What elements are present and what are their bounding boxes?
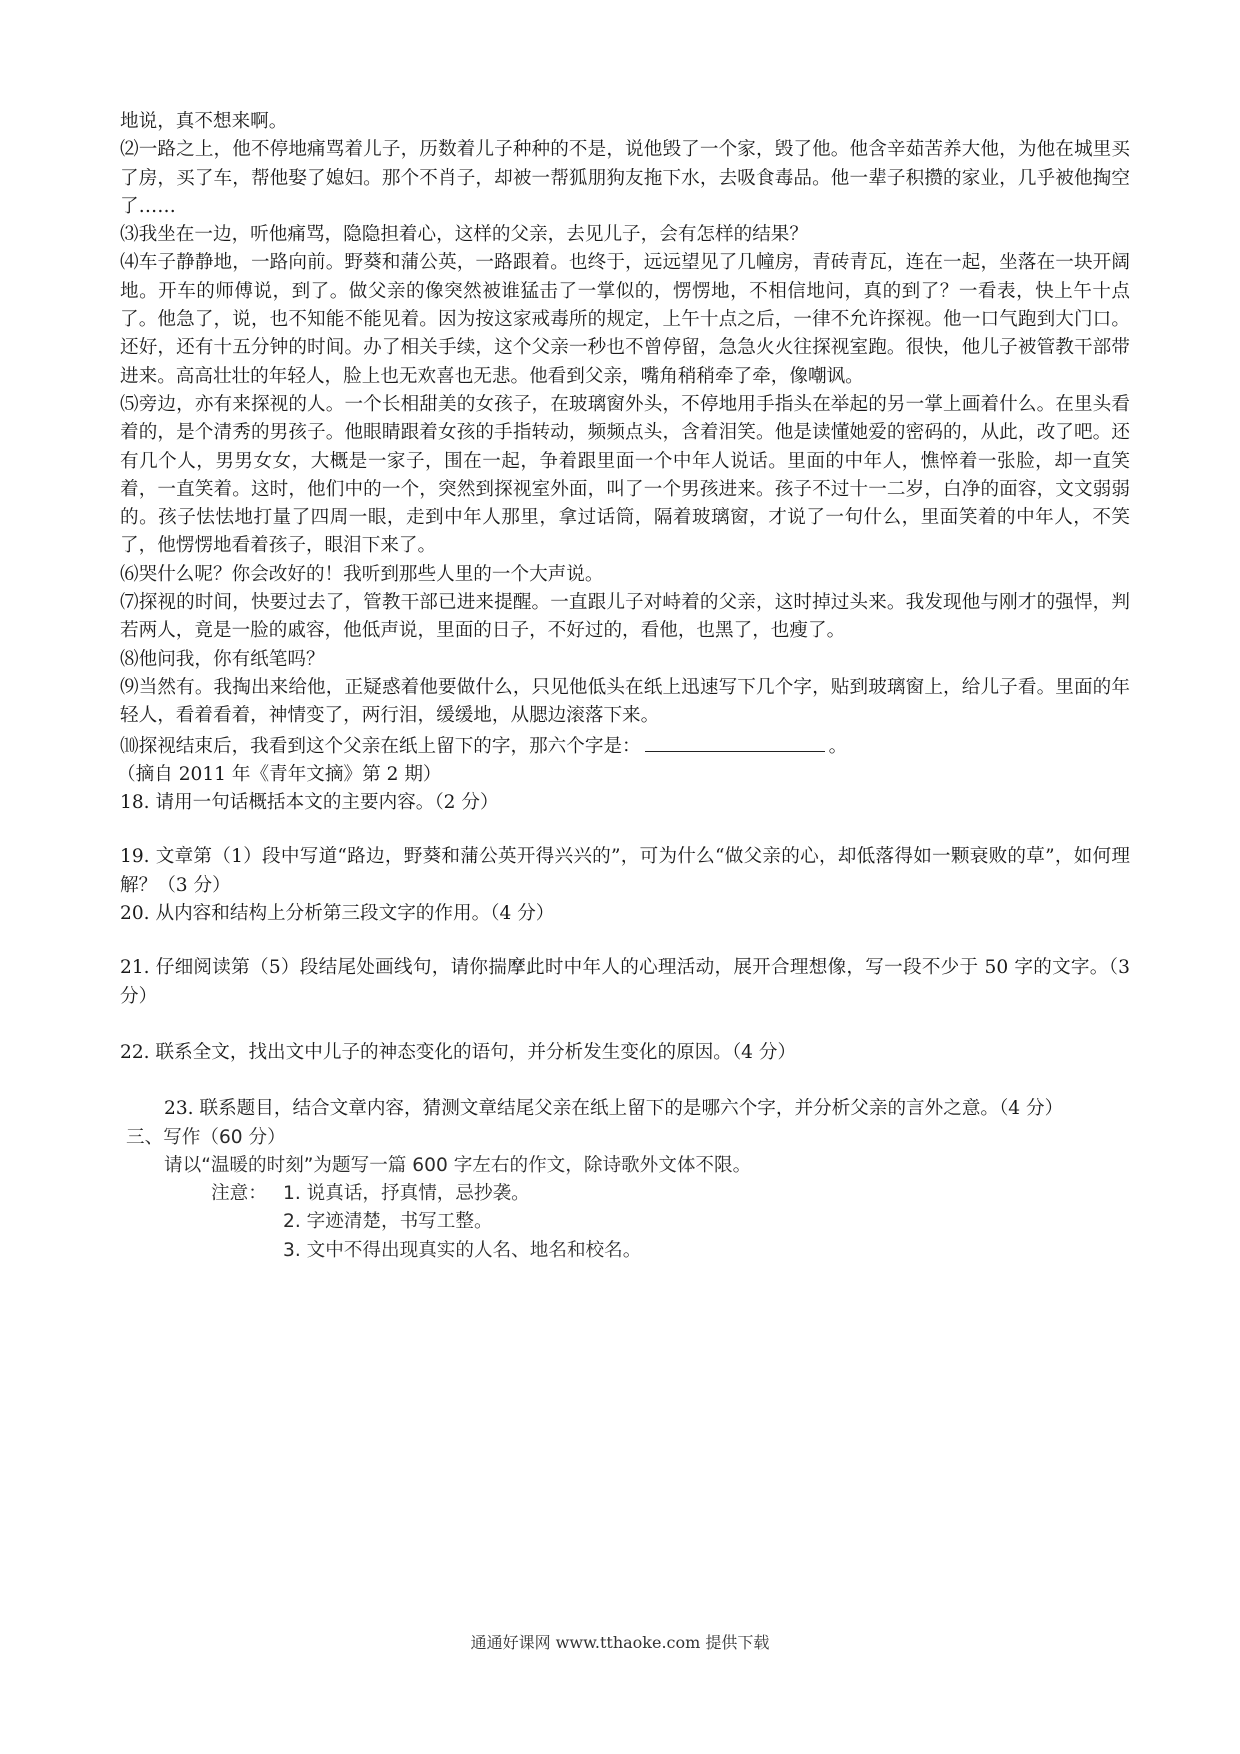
writing-note-3: 3. 文中不得出现真实的人名、地名和校名。	[283, 1239, 642, 1261]
question-21: 21. 仔细阅读第（5）段结尾处画线句，请你揣摩此时中年人的心理活动，展开合理想像，写一段不少于 50 字的文字。（3 分）	[120, 957, 1130, 1007]
note-item-1: 1. 说真话，抒真情，忌抄袭。	[283, 1183, 530, 1205]
answer-space-21	[120, 1011, 1130, 1039]
question-20: 20. 从内容和结构上分析第三段文字的作用。（4 分）	[120, 903, 555, 925]
answer-blank[interactable]	[645, 731, 825, 752]
answer-space-22	[120, 1067, 1130, 1095]
passage-paragraph-3: ⑶我坐在一边，听他痛骂，隐隐担着心，这样的父亲，去见儿子，会有怎样的结果？	[120, 224, 808, 246]
source-citation: （摘自 2011 年《青年文摘》第 2 期）	[117, 763, 442, 785]
passage-paragraph-10	[120, 731, 1130, 761]
passage-paragraph-7: ⑺探视的时间，快要过去了，管教干部已进来提醒。一直跟儿子对峙着的父亲，这时掉过头来。我发现他与刚才的强悍，判若两人，竟是一脸的戚容，他低声说，里面的日子，不好过的，看他，也黑了，也瘦了。	[120, 592, 1130, 642]
passage-paragraph-2: ⑵一路之上，他不停地痛骂着儿子，历数着儿子种种的不是，说他毁了一个家，毁了他。他含辛茹苦养大他，为他在城里买了房，买了车，帮他娶了媳妇。那个不肖子，却被一帮狐朋狗友拖下水，去吸食毒品。他一辈子积攒的家业，几乎被他掏空了……	[120, 139, 1130, 217]
writing-title: 三、写作（60 分）	[126, 1126, 286, 1148]
page-footer: 通通好课网 www.tthaoke.com 提供下载	[470, 1633, 770, 1652]
passage-paragraph-6: ⑹哭什么呢？你会改好的！我听到那些人里的一个大声说。	[120, 563, 604, 585]
passage-paragraph-4: ⑷车子静静地，一路向前。野葵和蒲公英，一路跟着。也终于，远远望见了几幢房，青砖青瓦，连在一起，坐落在一块开阔地。开车的师傅说，到了。做父亲的像突然被谁猛击了一掌似的，愣愣地，不相信地问，真的到了？一看表，快上午十点了。他急了，说，也不知能不能见着。因为按这家戒毒所的规定，上午十点之后，一律不允许探视。他一口气跑到大门口。还好，还有十五分钟的时间。办了相关手续，这个父亲一秒也不曾停留，急急火火往探视室跑。很快，他儿子被管教干部带进来。高高壮壮的年轻人，脸上也无欢喜也无悲。他看到父亲，嘴角稍稍牵了牵，像嘲讽。	[120, 252, 1130, 387]
writing-section	[120, 1124, 1130, 1265]
answer-space-18	[120, 817, 1130, 843]
question-19: 19. 文章第（1）段中写道“路边，野葵和蒲公英开得兴兴的”，可为什么“做父亲的心，却低落得如一颗衰败的草”，如何理解？（3 分）	[120, 846, 1130, 896]
passage-paragraph-1-tail: 地说，真不想来啊。	[120, 111, 288, 132]
writing-prompt: 请以“温暖的时刻”为题写一篇 600 字左右的作文，除诗歌外文体不限。	[164, 1154, 752, 1176]
answer-space-20	[120, 928, 1130, 954]
writing-note-2: 2. 字迹清楚，书写工整。	[283, 1211, 493, 1233]
paragraph-10-text: ⑽探视结束后，我看到这个父亲在纸上留下的字，那六个字是：	[120, 735, 641, 757]
question-22: 22. 联系全文，找出文中儿子的神态变化的语句，并分析发生变化的原因。（4 分）	[120, 1041, 797, 1063]
question-23	[120, 1095, 1130, 1123]
question-23-text: 23. 联系题目，结合文章内容，猜测文章结尾父亲在纸上留下的是哪六个字，并分析父亲的言外之意。（4 分）	[164, 1098, 1064, 1120]
writing-note-1	[211, 1180, 1130, 1208]
passage-paragraph-8: ⑻他问我，你有纸笔吗？	[120, 648, 325, 670]
passage-paragraph-5: ⑸旁边，亦有来探视的人。一个长相甜美的女孩子，在玻璃窗外头，不停地用手指头在举起的另一掌上画着什么。在里头看着的，是个清秀的男孩子。他眼睛跟着女孩的手指转动，频频点头，含着泪笑。他是读懂她爱的密码的，从此，改了吧。还有几个人，男男女女，大概是一家子，围在一起，争着跟里面一个中年人说话。里面的中年人，憔悴着一张脸，却一直笑着，一直笑着。这时，他们中的一个，突然到探视室外面，叫了一个男孩进来。孩子不过十一二岁，白净的面容，文文弱弱的。孩子怯怯地打量了四周一眼，走到中年人那里，拿过话筒，隔着玻璃窗，才说了一句什么，里面笑着的中年人，不笑了，他愣愣地看着孩子，眼泪下来了。	[120, 393, 1130, 557]
note-label: 注意：	[211, 1183, 267, 1205]
passage-paragraph-9: ⑼当然有。我掏出来给他，正疑惑着他要做什么，只见他低头在纸上迅速写下几个字，贴到玻璃窗上，给儿子看。里面的年轻人，看着看着，神情变了，两行泪，缓缓地，从腮边滚落下来。	[120, 676, 1130, 727]
question-18: 18. 请用一句话概括本文的主要内容。（2 分）	[120, 792, 499, 814]
document-body	[117, 108, 1130, 1265]
paragraph-10-end: 。	[828, 735, 848, 757]
